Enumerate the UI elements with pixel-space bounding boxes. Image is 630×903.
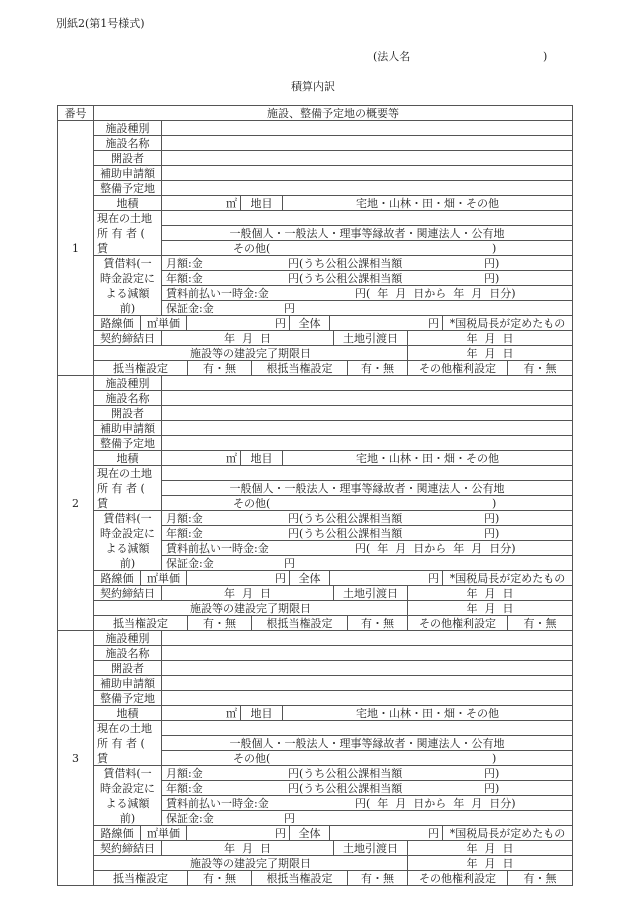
- annual-tax-label: 円(うち公租公課相当額: [288, 781, 403, 795]
- subsidy-amount-field[interactable]: [161, 420, 573, 436]
- total-price-yen: 円: [428, 826, 439, 840]
- label-subsidy-amount: 補助申請額: [93, 675, 162, 691]
- annual-label: 年額:金: [166, 271, 203, 285]
- deposit-field[interactable]: [161, 810, 573, 826]
- entry-number: 2: [57, 375, 94, 631]
- completion-deadline-field[interactable]: 年 月 日: [407, 855, 573, 871]
- owner-other-field[interactable]: [161, 240, 573, 256]
- unit-price-yen: 円: [275, 316, 286, 330]
- label-contract-date: 契約締結日: [93, 330, 162, 346]
- corp-name-close: ): [543, 50, 548, 63]
- founder-field[interactable]: [161, 150, 573, 166]
- label-mortgage: 抵当権設定: [93, 615, 188, 631]
- label-total: 全体: [289, 825, 330, 841]
- label-other-rights: その他権利設定: [407, 615, 508, 631]
- label-root-mortgage: 根抵当権設定: [251, 615, 348, 631]
- contract-date-field[interactable]: 年 月 日: [161, 330, 334, 346]
- label-current-owner: [93, 210, 162, 256]
- deposit-label: 保証金:金: [166, 556, 214, 570]
- label-planned-site: 整備予定地: [93, 690, 162, 706]
- label-facility-name: 施設名称: [93, 135, 162, 151]
- monthly-rent-field[interactable]: [161, 255, 573, 271]
- entry-number: 1: [57, 120, 94, 376]
- owner-type-options[interactable]: 一般個人・一般法人・理事等縁故者・関連法人・公有地: [161, 225, 573, 241]
- label-founder: 開設者: [93, 150, 162, 166]
- contract-date-field[interactable]: 年 月 日: [161, 840, 334, 856]
- label-sqm-unit-price: ㎡単価: [140, 570, 187, 586]
- prepaid-period: 円( 年 月 日から 年 月 日分): [355, 796, 516, 810]
- form-id: 別紙2(第1号様式): [56, 17, 145, 30]
- corp-name-field[interactable]: [414, 48, 540, 64]
- prepaid-label: 賃料前払い一時金:金: [166, 286, 269, 300]
- label-rent: [93, 255, 162, 316]
- sqm-unit: ㎡: [226, 451, 237, 465]
- label-land-category: 地目: [240, 450, 283, 466]
- land-area-field[interactable]: [161, 705, 241, 721]
- label-contract-date: 契約締結日: [93, 585, 162, 601]
- owner-label-line2: 所 有 者 ( 賃: [97, 227, 145, 255]
- header-overview: 施設、整備予定地の概要等: [93, 105, 573, 121]
- corp-name-label: (法人名: [373, 50, 411, 63]
- rent-label-line3: よる減額: [105, 287, 150, 300]
- other-rights-yes-no[interactable]: 有・無: [507, 615, 573, 631]
- total-price-yen: 円: [428, 571, 439, 585]
- mortgage-yes-no[interactable]: 有・無: [187, 870, 252, 886]
- land-category-options[interactable]: 宅地・山林・田・畑・その他: [282, 705, 573, 721]
- monthly-tax-label: 円(うち公租公課相当額: [288, 511, 403, 525]
- annual-label: 年額:金: [166, 526, 203, 540]
- rent-label-line3: よる減額: [105, 542, 150, 555]
- label-completion-deadline: 施設等の建設完了期限日: [93, 600, 408, 616]
- label-root-mortgage: 根抵当権設定: [251, 870, 348, 886]
- unit-price-yen: 円: [275, 571, 286, 585]
- label-subsidy-amount: 補助申請額: [93, 420, 162, 436]
- monthly-rent-field[interactable]: [161, 765, 573, 781]
- label-route-price: 路線価: [93, 570, 141, 586]
- rent-label-line1: 賃借料(一: [103, 512, 152, 525]
- owner-label-line1: 現在の土地: [97, 722, 152, 735]
- root-mortgage-yes-no[interactable]: 有・無: [347, 615, 408, 631]
- prepaid-period: 円( 年 月 日から 年 月 日分): [355, 541, 516, 555]
- label-land-handover: 土地引渡日: [333, 585, 408, 601]
- facility-name-field[interactable]: [161, 645, 573, 661]
- monthly-tax-label: 円(うち公租公課相当額: [288, 766, 403, 780]
- owner-other-label: その他(: [233, 241, 271, 255]
- owner-label-line1: 現在の土地: [97, 467, 152, 480]
- other-rights-yes-no[interactable]: 有・無: [507, 870, 573, 886]
- rent-label-line2: 時金設定に: [100, 782, 155, 795]
- owner-other-field[interactable]: [161, 495, 573, 511]
- mortgage-yes-no[interactable]: 有・無: [187, 615, 252, 631]
- owner-label-line1: 現在の土地: [97, 212, 152, 225]
- owner-label-line2: 所 有 者 ( 賃: [97, 737, 145, 765]
- label-facility-type: 施設種別: [93, 120, 162, 136]
- owner-other-close: ): [492, 241, 497, 255]
- annual-close: 円): [484, 781, 500, 795]
- prepaid-label: 賃料前払い一時金:金: [166, 796, 269, 810]
- label-land-category: 地目: [240, 195, 283, 211]
- page-title: 積算内訳: [291, 80, 335, 93]
- deposit-field[interactable]: [161, 555, 573, 571]
- owner-name-field[interactable]: [161, 465, 573, 481]
- sqm-unit: ㎡: [226, 196, 237, 210]
- prepaid-label: 賃料前払い一時金:金: [166, 541, 269, 555]
- land-area-field[interactable]: [161, 195, 241, 211]
- subsidy-amount-field[interactable]: [161, 675, 573, 691]
- owner-other-label: その他(: [233, 496, 271, 510]
- subsidy-amount-field[interactable]: [161, 165, 573, 181]
- label-land-area: 地積: [93, 450, 162, 466]
- label-facility-name: 施設名称: [93, 390, 162, 406]
- contract-date-field[interactable]: 年 月 日: [161, 585, 334, 601]
- founder-field[interactable]: [161, 405, 573, 421]
- header-number: 番号: [57, 105, 94, 121]
- sqm-unit: ㎡: [226, 706, 237, 720]
- owner-other-label: その他(: [233, 751, 271, 765]
- prepaid-period: 円( 年 月 日から 年 月 日分): [355, 286, 516, 300]
- deposit-label: 保証金:金: [166, 811, 214, 825]
- annual-close: 円): [484, 271, 500, 285]
- owner-type-options[interactable]: 一般個人・一般法人・理事等縁故者・関連法人・公有地: [161, 480, 573, 496]
- total-price-field[interactable]: [329, 315, 443, 331]
- label-planned-site: 整備予定地: [93, 180, 162, 196]
- label-total: 全体: [289, 315, 330, 331]
- label-current-owner: [93, 465, 162, 511]
- planned-site-field[interactable]: [161, 180, 573, 196]
- label-current-owner: [93, 720, 162, 766]
- label-land-handover: 土地引渡日: [333, 330, 408, 346]
- monthly-label: 月額:金: [166, 256, 203, 270]
- rent-label-line4: 前): [119, 557, 136, 570]
- annual-rent-field[interactable]: [161, 270, 573, 286]
- label-subsidy-amount: 補助申請額: [93, 165, 162, 181]
- label-land-handover: 土地引渡日: [333, 840, 408, 856]
- rent-label-line3: よる減額: [105, 797, 150, 810]
- rent-label-line2: 時金設定に: [100, 272, 155, 285]
- owner-other-field[interactable]: [161, 750, 573, 766]
- label-founder: 開設者: [93, 405, 162, 421]
- deposit-field[interactable]: [161, 300, 573, 316]
- label-completion-deadline: 施設等の建設完了期限日: [93, 345, 408, 361]
- land-handover-date-field[interactable]: 年 月 日: [407, 330, 573, 346]
- completion-deadline-field[interactable]: 年 月 日: [407, 345, 573, 361]
- prepaid-rent-field[interactable]: [161, 795, 573, 811]
- unit-price-field[interactable]: [186, 825, 290, 841]
- monthly-tax-label: 円(うち公租公課相当額: [288, 256, 403, 270]
- land-category-options[interactable]: 宅地・山林・田・畑・その他: [282, 450, 573, 466]
- total-price-yen: 円: [428, 316, 439, 330]
- label-founder: 開設者: [93, 660, 162, 676]
- monthly-close: 円): [484, 256, 500, 270]
- completion-deadline-field[interactable]: 年 月 日: [407, 600, 573, 616]
- label-mortgage: 抵当権設定: [93, 870, 188, 886]
- monthly-label: 月額:金: [166, 511, 203, 525]
- label-rent: [93, 765, 162, 826]
- annual-rent-field[interactable]: [161, 525, 573, 541]
- label-facility-type: 施設種別: [93, 375, 162, 391]
- label-route-price: 路線価: [93, 825, 141, 841]
- label-land-category: 地目: [240, 705, 283, 721]
- entry-number: 3: [57, 630, 94, 886]
- label-other-rights: その他権利設定: [407, 870, 508, 886]
- deposit-yen: 円: [284, 301, 295, 315]
- annual-label: 年額:金: [166, 781, 203, 795]
- owner-other-close: ): [492, 496, 497, 510]
- label-mortgage: 抵当権設定: [93, 360, 188, 376]
- facility-type-field[interactable]: [161, 630, 573, 646]
- planned-site-field[interactable]: [161, 435, 573, 451]
- annual-close: 円): [484, 526, 500, 540]
- label-contract-date: 契約締結日: [93, 840, 162, 856]
- tax-note: *国税局長が定めたもの: [442, 825, 573, 841]
- deposit-label: 保証金:金: [166, 301, 214, 315]
- land-handover-date-field[interactable]: 年 月 日: [407, 840, 573, 856]
- label-land-area: 地積: [93, 705, 162, 721]
- label-completion-deadline: 施設等の建設完了期限日: [93, 855, 408, 871]
- label-sqm-unit-price: ㎡単価: [140, 315, 187, 331]
- other-rights-yes-no[interactable]: 有・無: [507, 360, 573, 376]
- root-mortgage-yes-no[interactable]: 有・無: [347, 360, 408, 376]
- rent-label-line4: 前): [119, 812, 136, 825]
- label-total: 全体: [289, 570, 330, 586]
- rent-label-line1: 賃借料(一: [103, 767, 152, 780]
- owner-type-options[interactable]: 一般個人・一般法人・理事等縁故者・関連法人・公有地: [161, 735, 573, 751]
- deposit-yen: 円: [284, 556, 295, 570]
- monthly-rent-field[interactable]: [161, 510, 573, 526]
- owner-other-close: ): [492, 751, 497, 765]
- monthly-close: 円): [484, 766, 500, 780]
- total-price-field[interactable]: [329, 825, 443, 841]
- deposit-yen: 円: [284, 811, 295, 825]
- label-planned-site: 整備予定地: [93, 435, 162, 451]
- land-handover-date-field[interactable]: 年 月 日: [407, 585, 573, 601]
- label-sqm-unit-price: ㎡単価: [140, 825, 187, 841]
- mortgage-yes-no[interactable]: 有・無: [187, 360, 252, 376]
- label-rent: [93, 510, 162, 571]
- owner-name-field[interactable]: [161, 210, 573, 226]
- total-price-field[interactable]: [329, 570, 443, 586]
- rent-label-line2: 時金設定に: [100, 527, 155, 540]
- prepaid-rent-field[interactable]: [161, 540, 573, 556]
- label-route-price: 路線価: [93, 315, 141, 331]
- label-land-area: 地積: [93, 195, 162, 211]
- monthly-close: 円): [484, 511, 500, 525]
- label-root-mortgage: 根抵当権設定: [251, 360, 348, 376]
- owner-label-line2: 所 有 者 ( 賃: [97, 482, 145, 510]
- prepaid-rent-field[interactable]: [161, 285, 573, 301]
- label-facility-name: 施設名称: [93, 645, 162, 661]
- unit-price-field[interactable]: [186, 315, 290, 331]
- label-other-rights: その他権利設定: [407, 360, 508, 376]
- root-mortgage-yes-no[interactable]: 有・無: [347, 870, 408, 886]
- planned-site-field[interactable]: [161, 690, 573, 706]
- annual-tax-label: 円(うち公租公課相当額: [288, 271, 403, 285]
- facility-type-field[interactable]: [161, 375, 573, 391]
- tax-note: *国税局長が定めたもの: [442, 315, 573, 331]
- unit-price-field[interactable]: [186, 570, 290, 586]
- rent-label-line1: 賃借料(一: [103, 257, 152, 270]
- tax-note: *国税局長が定めたもの: [442, 570, 573, 586]
- owner-name-field[interactable]: [161, 720, 573, 736]
- facility-type-field[interactable]: [161, 120, 573, 136]
- unit-price-yen: 円: [275, 826, 286, 840]
- facility-name-field[interactable]: [161, 390, 573, 406]
- land-area-field[interactable]: [161, 450, 241, 466]
- facility-name-field[interactable]: [161, 135, 573, 151]
- annual-rent-field[interactable]: [161, 780, 573, 796]
- annual-tax-label: 円(うち公租公課相当額: [288, 526, 403, 540]
- label-facility-type: 施設種別: [93, 630, 162, 646]
- monthly-label: 月額:金: [166, 766, 203, 780]
- land-category-options[interactable]: 宅地・山林・田・畑・その他: [282, 195, 573, 211]
- founder-field[interactable]: [161, 660, 573, 676]
- rent-label-line4: 前): [119, 302, 136, 315]
